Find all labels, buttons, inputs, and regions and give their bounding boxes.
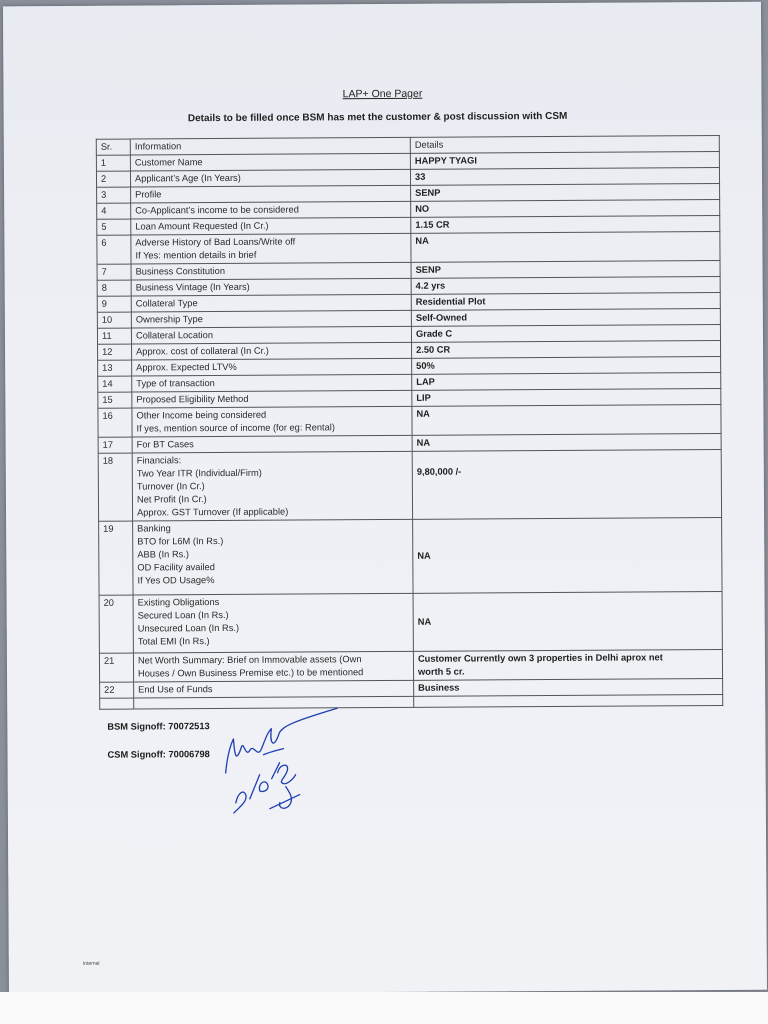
- information-line: Collateral Type: [135, 298, 198, 309]
- information-line: Ownership Type: [135, 314, 203, 325]
- table-row: [98, 404, 721, 437]
- row-information: [131, 326, 411, 344]
- document-subtitle: Details to be filled once BSM has met the customer & post discussion with CSM: [187, 110, 568, 125]
- row-information: [133, 593, 413, 653]
- information-line: Business Constitution: [135, 265, 226, 277]
- details-line: LAP: [416, 376, 435, 387]
- header-information: Information: [130, 137, 410, 155]
- row-details: [410, 167, 719, 185]
- information-line: Approx. Expected LTV%: [136, 361, 237, 373]
- row-information: [132, 342, 412, 360]
- row-details: [411, 324, 720, 342]
- row-information: [131, 201, 411, 219]
- row-information: [133, 519, 413, 595]
- information-line: Banking: [137, 523, 171, 534]
- details-line: NA: [416, 437, 431, 448]
- table-row: [99, 591, 722, 653]
- information-line: If Yes: mention details in brief: [135, 249, 257, 261]
- row-details: [411, 292, 720, 310]
- row-number: 22: [100, 682, 134, 698]
- information-line: Two Year ITR (Individual/Firm): [136, 467, 262, 479]
- row-details: [413, 649, 722, 680]
- row-information: [132, 374, 412, 392]
- row-number: 8: [97, 280, 131, 296]
- information-line: Turnover (In Cr.): [136, 481, 205, 492]
- row-details: [412, 433, 721, 451]
- row-number: 18: [98, 453, 132, 521]
- information-line: Proposed Eligibility Method: [136, 393, 249, 405]
- row-number: 20: [99, 595, 133, 653]
- details-line: 9,80,000 /-: [416, 466, 462, 477]
- row-information: [131, 262, 411, 280]
- details-line: 4.2 yrs: [415, 280, 446, 291]
- scan-background: [0, 992, 768, 1024]
- details-line: NA: [415, 235, 429, 246]
- row-number: 3: [97, 187, 131, 203]
- details-line: SENP: [415, 187, 441, 198]
- row-details: [413, 591, 722, 651]
- row-details: [410, 151, 719, 169]
- row-information: [131, 233, 411, 264]
- row-number: 16: [98, 408, 132, 437]
- information-line: Profile: [135, 189, 162, 200]
- row-details: [411, 308, 720, 326]
- row-details: [412, 388, 721, 406]
- information-line: Other Income being considered: [136, 409, 267, 421]
- row-information: [131, 278, 411, 296]
- details-line: NA: [417, 616, 432, 627]
- details-line: NO: [415, 203, 430, 214]
- details-line: NA: [416, 408, 430, 419]
- details-line: NA: [417, 550, 431, 561]
- row-number: 15: [98, 392, 132, 408]
- row-details: [412, 372, 721, 390]
- row-information: [134, 680, 414, 698]
- details-line: 2.50 CR: [416, 344, 451, 355]
- row-information: [130, 153, 410, 171]
- row-details: [412, 356, 721, 374]
- row-information: [132, 435, 412, 453]
- row-number: 7: [97, 264, 131, 280]
- row-number: 11: [97, 328, 131, 344]
- row-details: [411, 183, 720, 201]
- information-line: If Yes OD Usage%: [137, 575, 215, 586]
- row-number: 21: [99, 653, 133, 682]
- row-number: 19: [99, 521, 133, 595]
- header-sr: Sr.: [96, 139, 130, 155]
- information-line: End Use of Funds: [138, 684, 213, 695]
- row-information: [131, 217, 411, 235]
- table-row: [99, 517, 722, 595]
- row-details: [414, 678, 723, 696]
- information-line: Applicant’s Age (In Years): [134, 172, 241, 184]
- details-line: Residential Plot: [415, 296, 486, 307]
- information-line: Secured Loan (In Rs.): [137, 609, 229, 621]
- row-information: [133, 651, 413, 682]
- details-line: 50%: [416, 360, 435, 371]
- table-row: [98, 449, 721, 521]
- row-details: [411, 260, 720, 278]
- empty-cell: [414, 694, 723, 707]
- row-number: 1: [96, 155, 130, 171]
- row-information: [131, 185, 411, 203]
- information-line: Business Vintage (In Years): [135, 281, 250, 293]
- row-number: 9: [97, 296, 131, 312]
- document-title: LAP+ One Pager: [342, 87, 423, 101]
- information-line: Customer Name: [134, 157, 203, 168]
- details-line: 1.15 CR: [415, 219, 450, 230]
- information-line: Total EMI (In Rs.): [137, 636, 210, 647]
- document-page: [3, 2, 767, 995]
- details-line: worth 5 cr.: [417, 666, 465, 677]
- row-number: 10: [97, 312, 131, 328]
- information-line: Unsecured Loan (In Rs.): [137, 622, 240, 634]
- row-information: [130, 169, 410, 187]
- row-details: [411, 231, 720, 262]
- information-line: For BT Cases: [136, 439, 194, 450]
- information-line: Type of transaction: [136, 378, 215, 389]
- row-details: [412, 404, 721, 435]
- details-line: Business: [418, 682, 460, 693]
- row-information: [132, 406, 412, 437]
- row-details: [412, 449, 721, 519]
- information-line: Collateral Location: [135, 330, 214, 341]
- information-line: Financials:: [136, 455, 182, 466]
- information-line: Existing Obligations: [137, 597, 220, 608]
- information-line: If yes, mention source of income (for eg: Rental): [136, 422, 335, 434]
- row-details: [411, 199, 720, 217]
- row-number: 12: [98, 344, 132, 360]
- row-number: 17: [98, 437, 132, 453]
- information-line: Approx. GST Turnover (If applicable): [137, 506, 289, 518]
- row-number: 13: [98, 360, 132, 376]
- details-line: HAPPY TYAGI: [414, 155, 477, 166]
- details-line: LIP: [416, 392, 431, 403]
- row-details: [413, 517, 722, 593]
- table-row: [99, 649, 722, 682]
- row-number: 5: [97, 219, 131, 235]
- row-details: [412, 340, 721, 358]
- row-information: [131, 294, 411, 312]
- details-table: [96, 135, 723, 710]
- information-line: BTO for L6M (In Rs.): [137, 535, 224, 547]
- details-line: Grade C: [415, 328, 453, 339]
- details-line: Self-Owned: [415, 312, 468, 323]
- row-number: 14: [98, 376, 132, 392]
- details-line: 33: [414, 171, 426, 182]
- handwritten-signature: [219, 702, 350, 823]
- row-information: [132, 390, 412, 408]
- row-number: 2: [96, 171, 130, 187]
- header-details: Details: [410, 135, 719, 153]
- row-details: [411, 276, 720, 294]
- bsm-signoff: BSM Signoff: 70072513: [107, 721, 210, 732]
- row-number: 6: [97, 235, 131, 264]
- row-number: 4: [97, 203, 131, 219]
- row-information: [132, 451, 412, 521]
- details-line: Customer Currently own 3 properties in Delhi aprox net: [417, 652, 663, 664]
- information-line: Co-Applicant’s income to be considered: [135, 204, 299, 216]
- row-information: [132, 358, 412, 376]
- information-line: Net Worth Summary: Brief on Immovable assets (Own: [137, 654, 362, 666]
- row-information: [131, 310, 411, 328]
- information-line: Houses / Own Business Premise etc.) to be mentioned: [138, 667, 364, 679]
- information-line: ABB (In Rs.): [137, 549, 190, 560]
- table-row: [97, 231, 720, 264]
- internal-classification-label: Internal: [82, 960, 100, 967]
- information-line: Approx. cost of collateral (In Cr.): [136, 345, 269, 357]
- information-line: Adverse History of Bad Loans/Write off: [135, 236, 296, 248]
- row-details: [411, 215, 720, 233]
- csm-signoff: CSM Signoff: 70006798: [107, 749, 210, 760]
- information-line: Net Profit (In Cr.): [136, 494, 207, 505]
- empty-cell: [100, 698, 134, 709]
- information-line: OD Facility availed: [137, 562, 215, 573]
- information-line: Loan Amount Requested (In Cr.): [135, 220, 269, 232]
- details-line: SENP: [415, 264, 441, 275]
